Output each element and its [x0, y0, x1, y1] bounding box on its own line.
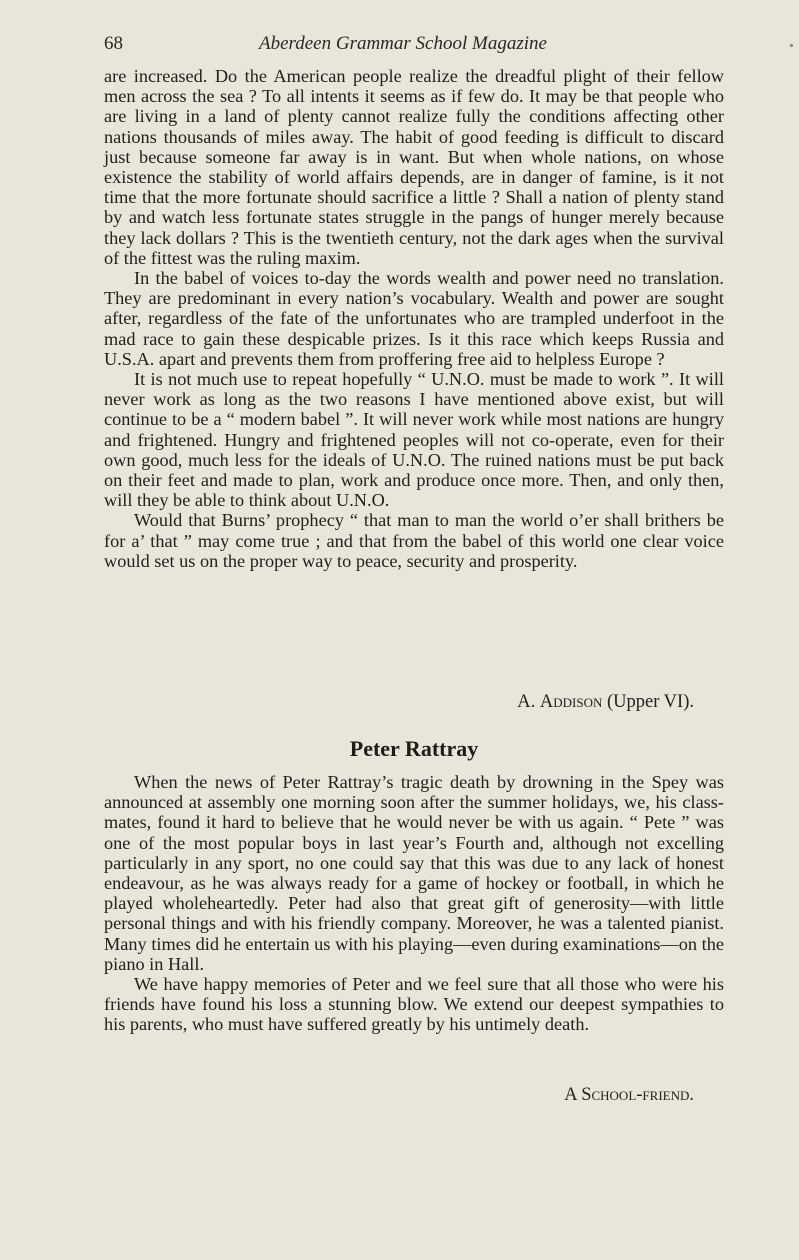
author-surname: Addison: [539, 692, 603, 712]
article-2-title: Peter Rattray: [349, 736, 479, 761]
author-initial: A.: [517, 692, 540, 712]
running-head: [104, 33, 724, 57]
article-1-paragraph: In the babel of voices to-day the words wealth and power need no translation. They are predominant in every nation’s vocabulary. Wealth and power are sought after, regardless of the fate of the unfortunates who are trampled underfoot in the mad race to gain these despicable prizes. Is it this race which keeps Russia and U.S.A. apart and prevents them from proffering free aid to helpless Europe ?: [104, 268, 724, 369]
page-number: 68: [104, 33, 123, 54]
article-1-paragraph: Would that Burns’ prophecy “ that man to man the world o’er shall brithers be for a’ that ” may come true ; and that from the babel of this world one clear voice would set us on the proper way to peace, security and prosperity.: [104, 510, 724, 571]
author-form: (Upper VI).: [602, 692, 694, 712]
article-2-paragraph: We have happy memories of Peter and we feel sure that all those who were his friends have found his loss a stunning blow. We extend our deepest sympathies to his parents, who must have suffered greatly by his untimely death.: [104, 974, 724, 1035]
magazine-title: Aberdeen Grammar School Magazine: [259, 33, 547, 54]
article-2-paragraph: When the news of Peter Rattray’s tragic death by drowning in the Spey was announced at assembly one morning soon after the summer holidays, we, his class-mates, found it hard to believe that he would never be with us again. “ Pete ” was one of the most popular boys in last year’s Fourth and, although not excelling particularly in any sport, no one could say that this was due to any lack of honest endeavour, as he was always ready for a game of hockey or football, in which he played wholeheartedly. Peter had also that great gift of generosity—with little personal things and with his friendly company. Moreover, he was a talented pianist. Many times did he entertain us with his playing—even during examinations—on the piano in Hall.: [104, 772, 724, 974]
article-2-signature: A School-friend.: [564, 1085, 694, 1105]
article-1-paragraph: It is not much use to repeat hopefully “ U.N.O. must be made to work ”. It will never work as long as the two reasons I have mentioned above exist, but will continue to be a “ modern babel ”. It will never work while most nations are hungry and frightened. Hungry and frightened peoples will not co-operate, even for their own good, much less for the ideals of U.N.O. The ruined nations must be put back on their feet and made to plan, work and produce once more. Then, and only then, will they be able to think about U.N.O.: [104, 369, 724, 511]
article-1-paragraph: are increased. Do the American people realize the dreadful plight of their fellow men across the sea ? To all intents it seems as if few do. It may be that people who are living in a land of plenty cannot realize fully the conditions affecting other nations thousands of miles away. The habit of good feeding is difficult to discard just because someone far away is in want. But when whole nations, on whose existence the stability of world affairs depends, are in danger of famine, is it not time that the more fortunate should sacrifice a little ? Shall a nation of plenty stand by and watch less fortunate states struggle in the pangs of hunger merely because they lack dollars ? This is the twentieth century, not the dark ages when the survival of the fittest was the ruling maxim.: [104, 66, 724, 268]
margin-speck: [790, 44, 793, 47]
article-1-signature: [104, 692, 694, 713]
article-2-body: [104, 772, 724, 1035]
article-1-body: [104, 66, 724, 571]
